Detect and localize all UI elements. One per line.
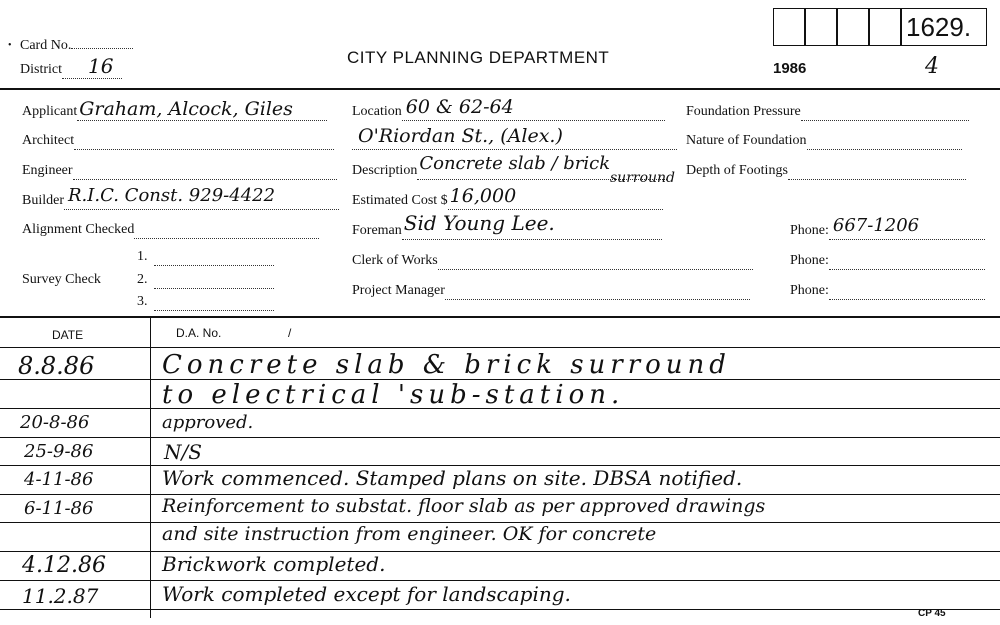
- engineer-label: Engineer: [22, 163, 337, 180]
- log-entry: N/S: [164, 440, 202, 464]
- description-value-2: surround: [610, 170, 676, 186]
- district-value: 16: [88, 54, 114, 78]
- log-entry: Work completed except for landscaping.: [162, 582, 571, 606]
- phone-value-1: 667-1206: [832, 215, 920, 236]
- log-rule-7: [0, 551, 1000, 552]
- log-rule-3: [0, 437, 1000, 438]
- log-entry: Brickwork completed.: [162, 552, 386, 576]
- log-entry: to electrical 'sub-station.: [162, 380, 625, 410]
- survey-label: Survey Check: [22, 272, 101, 287]
- foundation-pressure-label: Foundation Pressure: [686, 104, 969, 121]
- location-line2: [352, 125, 677, 150]
- district-label: District 16: [20, 62, 122, 79]
- card-suffix: 4: [925, 54, 939, 79]
- survey-line-3: 3.: [137, 294, 274, 311]
- applicant-label: Applicant Graham, Alcock, Giles: [22, 104, 327, 121]
- applicant-value: Graham, Alcock, Giles: [79, 98, 293, 120]
- builder-label: Builder R.I.C. Const. 929-4422: [22, 193, 339, 210]
- log-rule-9: [0, 609, 1000, 610]
- card-box-2: [805, 8, 837, 46]
- survey-line-2: 2.: [137, 272, 274, 289]
- log-date: 25-9-86: [24, 441, 94, 462]
- log-entry: Reinforcement to substat. floor slab as per approved drawings: [162, 495, 766, 517]
- log-date: 6-11-86: [24, 498, 94, 519]
- foreman-label: Foreman Sid Young Lee.: [352, 223, 662, 240]
- builder-value: R.I.C. Const. 929-4422: [68, 185, 276, 206]
- description-value: Concrete slab / brick: [419, 153, 611, 174]
- phone-label-3: Phone:: [790, 283, 985, 300]
- date-header: DATE: [52, 328, 84, 342]
- log-date: 8.8.86: [18, 352, 95, 380]
- location-value: 60 & 62-64: [405, 96, 514, 118]
- survey-line-1: 1.: [137, 249, 274, 266]
- log-entry: Concrete slab & brick surround: [162, 350, 731, 380]
- foreman-value: Sid Young Lee.: [403, 211, 555, 235]
- log-header-rule: [0, 347, 1000, 348]
- card-box-1: [773, 8, 805, 46]
- log-entry: Work commenced. Stamped plans on site. DBSA notified.: [162, 466, 743, 490]
- depth-of-footings-label: Depth of Footings: [686, 163, 966, 180]
- card-box-4: [869, 8, 901, 46]
- form-code: CP 45: [918, 608, 946, 619]
- log-date: 11.2.87: [22, 584, 99, 608]
- location-label: Location 60 & 62-64: [352, 104, 665, 121]
- department-title: CITY PLANNING DEPARTMENT: [347, 48, 610, 67]
- clerk-label: Clerk of Works: [352, 253, 753, 270]
- log-entry: and site instruction from engineer. OK for concrete: [162, 523, 657, 545]
- pm-label: Project Manager: [352, 283, 750, 300]
- bullet-mark: •: [8, 40, 12, 51]
- card-number: 1629.: [906, 12, 972, 42]
- log-date: 20-8-86: [20, 412, 90, 433]
- da-header: D.A. No.: [176, 326, 222, 340]
- log-date: 4.12.86: [22, 553, 106, 578]
- description-label: Description Concrete slab / brick: [352, 163, 667, 180]
- architect-label: Architect: [22, 133, 334, 150]
- da-slash: /: [288, 326, 292, 340]
- log-rule-8: [0, 580, 1000, 581]
- log-date: 4-11-86: [24, 469, 94, 490]
- log-column-divider: [150, 318, 151, 618]
- header-rule: [0, 88, 1000, 90]
- card-box-3: [837, 8, 869, 46]
- log-entry: approved.: [162, 412, 254, 433]
- cost-label: Estimated Cost $ 16,000: [352, 193, 663, 210]
- location-value-2: O'Riordan St., (Alex.): [358, 125, 563, 147]
- alignment-label: Alignment Checked: [22, 222, 319, 239]
- phone-label-2: Phone:: [790, 253, 985, 270]
- cost-value: 16,000: [449, 185, 517, 207]
- nature-of-foundation-label: Nature of Foundation: [686, 133, 962, 150]
- year: 1986: [773, 60, 807, 77]
- card-no-label: Card No.: [20, 38, 133, 54]
- phone-label-1: Phone: 667-1206: [790, 223, 985, 240]
